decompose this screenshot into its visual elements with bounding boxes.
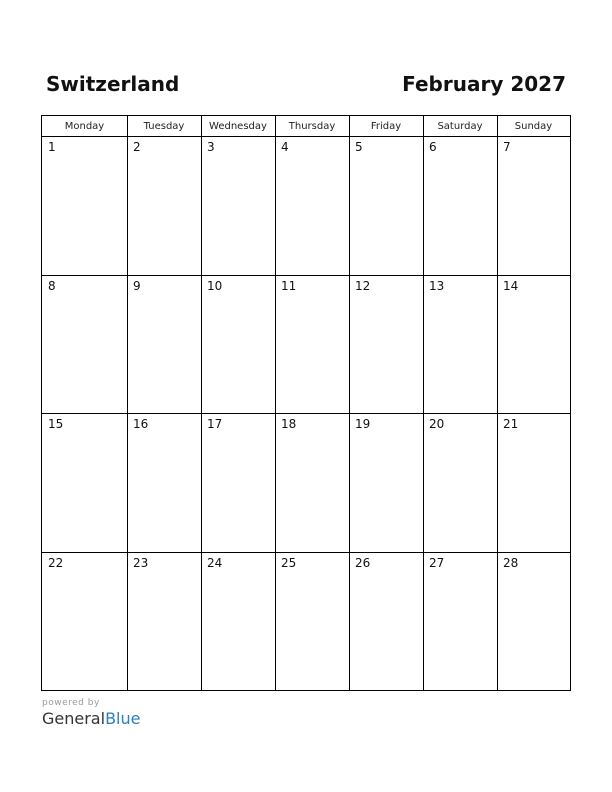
day-cell (127, 414, 201, 553)
day-cell (497, 276, 570, 414)
day-number: 9 (133, 279, 141, 293)
day-number: 23 (133, 556, 149, 570)
day-number: 1 (48, 140, 56, 154)
week-row (42, 137, 570, 276)
day-cell (127, 137, 201, 276)
column-divider (349, 116, 350, 690)
day-cell (349, 276, 423, 414)
day-number: 3 (207, 140, 215, 154)
column-divider (275, 116, 276, 690)
day-number: 7 (503, 140, 511, 154)
day-number: 5 (355, 140, 363, 154)
day-number: 6 (429, 140, 437, 154)
weekday-header-row (42, 116, 570, 137)
calendar-header (41, 70, 571, 98)
day-cell (275, 137, 349, 276)
day-cell (349, 414, 423, 553)
day-cell (201, 553, 275, 690)
month-year-title: February 2027 (402, 72, 566, 96)
weekday-label-6: Sunday (514, 121, 553, 132)
day-cell (275, 276, 349, 414)
weekday-label-3: Thursday (288, 121, 336, 132)
row-divider (42, 413, 570, 414)
day-number: 17 (207, 417, 223, 431)
day-number: 27 (429, 556, 445, 570)
brand-name (42, 709, 140, 729)
day-cell (42, 414, 127, 553)
week-row (42, 414, 570, 553)
weekday-label-1: Tuesday (143, 121, 185, 132)
day-number: 28 (503, 556, 519, 570)
column-divider (423, 116, 424, 690)
day-number: 16 (133, 417, 149, 431)
day-number: 10 (207, 279, 223, 293)
week-row (42, 553, 570, 690)
country-title: Switzerland (46, 72, 180, 96)
day-number: 14 (503, 279, 519, 293)
day-number: 15 (48, 417, 64, 431)
day-number: 18 (281, 417, 297, 431)
weekday-label-4: Friday (370, 121, 402, 132)
day-cell (201, 414, 275, 553)
day-number: 20 (429, 417, 445, 431)
day-number: 13 (429, 279, 445, 293)
day-cell (497, 414, 570, 553)
brand-logo (42, 698, 140, 729)
day-cell (201, 137, 275, 276)
day-cell (42, 553, 127, 690)
weekday-label-0: Monday (64, 121, 105, 132)
day-cell (423, 276, 497, 414)
day-cell (497, 553, 570, 690)
day-cell (275, 414, 349, 553)
day-cell (349, 553, 423, 690)
brand-name-blue: Blue (105, 709, 141, 728)
day-cell (127, 276, 201, 414)
weekday-label-5: Saturday (437, 121, 483, 132)
day-number: 24 (207, 556, 223, 570)
day-number: 21 (503, 417, 519, 431)
day-cell (349, 137, 423, 276)
brand-name-general: General (42, 709, 106, 728)
day-number: 2 (133, 140, 141, 154)
row-divider (42, 275, 570, 276)
day-number: 12 (355, 279, 371, 293)
day-cell (275, 553, 349, 690)
day-number: 19 (355, 417, 371, 431)
day-cell (42, 137, 127, 276)
day-cell (423, 553, 497, 690)
day-cell (42, 276, 127, 414)
day-cell (497, 137, 570, 276)
column-divider (127, 116, 128, 690)
powered-by-label: powered by (42, 698, 100, 708)
column-divider (497, 116, 498, 690)
day-number: 4 (281, 140, 289, 154)
day-number: 22 (48, 556, 64, 570)
row-divider (42, 552, 570, 553)
calendar-grid (41, 115, 571, 691)
day-cell (423, 414, 497, 553)
day-number: 25 (281, 556, 297, 570)
day-cell (201, 276, 275, 414)
day-cell (127, 553, 201, 690)
day-cell (423, 137, 497, 276)
day-number: 11 (281, 279, 297, 293)
column-divider (201, 116, 202, 690)
weekday-label-2: Wednesday (209, 121, 267, 132)
day-number: 26 (355, 556, 371, 570)
day-number: 8 (48, 279, 56, 293)
week-row (42, 276, 570, 414)
